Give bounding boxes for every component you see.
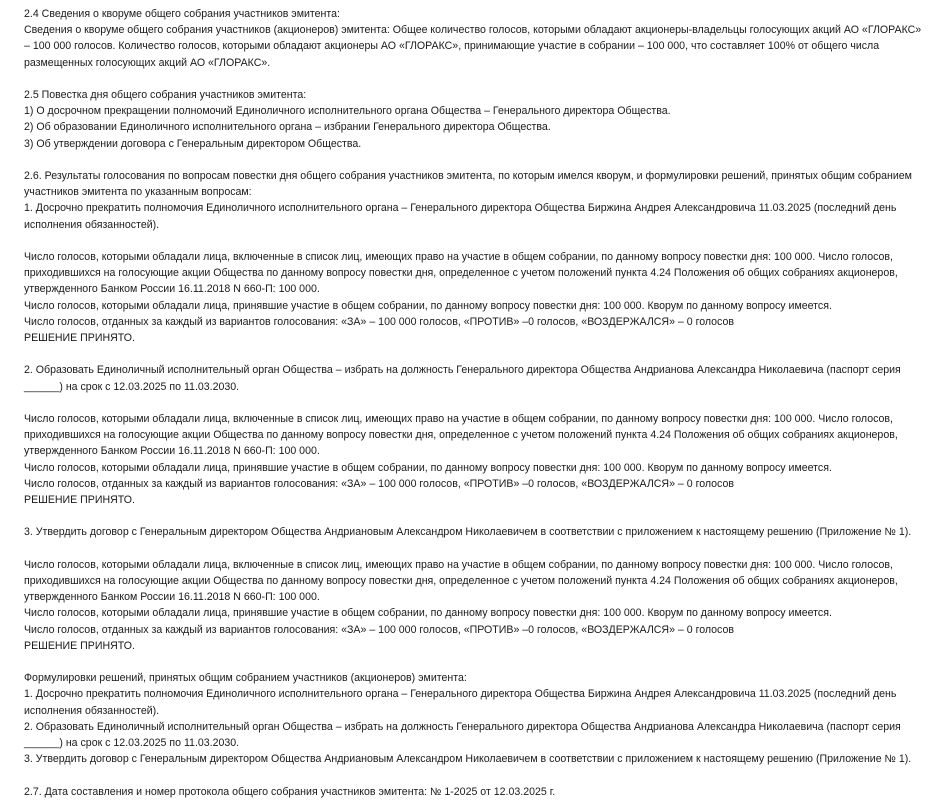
paragraph-gap [24, 71, 943, 87]
paragraph-gap [24, 152, 943, 168]
section-q3 [24, 524, 943, 540]
paragraph-gap [24, 767, 943, 783]
text-line: Число голосов, отданных за каждый из вариантов голосования: «ЗА» – 100 000 голосов, «ПРОТИВ» –0 голосов, «ВОЗДЕРЖАЛСЯ» – 0 голосов [24, 315, 734, 328]
text-line: исполнения обязанностей). [24, 218, 160, 231]
section-v1 [24, 249, 943, 346]
text-line: 1) О досрочном прекращении полномочий Единоличного исполнительного органа Общества – Генерального директора Общества. [24, 105, 671, 118]
text-line: утвержденного Банком России 16.11.2018 N 660-П: 100 000. [24, 445, 320, 458]
text-line: Число голосов, которыми обладали лица, принявшие участие в общем собрании, по данному вопросу повестки дня: 100 000. Кворум по данному вопросу имеется. [24, 461, 832, 474]
text-line: 2.5 Повестка дня общего собрания участников эмитента: [24, 89, 307, 101]
section-v2 [24, 411, 943, 508]
text-line: Сведения о кворуме общего собрания участников (акционеров) эмитента: Общее количество голосов, которыми обладают акционеры-владельцы голосующих акций АО «ГЛОРАКС» [24, 24, 922, 37]
section-s25 [24, 87, 943, 152]
text-line: утвержденного Банком России 16.11.2018 N 660-П: 100 000. [24, 283, 320, 296]
text-line: 2. Образовать Единоличный исполнительный орган Общества – избрать на должность Генерального директора Общества Андрианова Александра Николаевича (паспорт серия [24, 720, 901, 733]
section-formulations [24, 670, 943, 767]
text-line: РЕШЕНИЕ ПРИНЯТО. [24, 639, 135, 652]
text-line: 2. Образовать Единоличный исполнительный орган Общества – избрать на должность Генерального директора Общества Андрианова Александра Николаевича (паспорт серия [24, 364, 901, 377]
text-line: Формулировки решений, принятых общим собранием участников (акционеров) эмитента: [24, 672, 467, 685]
text-line: участников эмитента по указанным вопросам: [24, 186, 252, 199]
text-line: 1. Досрочно прекратить полномочия Единоличного исполнительного органа – Генерального директора Общества Биржина Андрея Александровича 11.03.2025 (последний день [24, 202, 897, 215]
paragraph-gap [24, 395, 943, 411]
text-line: 3. Утвердить договор с Генеральным директором Общества Андриановым Александром Николаевичем в соответствии с приложением к настоящему решению (Приложение № 1). [24, 526, 912, 539]
text-line: размещенных голосующих акций АО «ГЛОРАКС». [24, 56, 271, 69]
text-line: Число голосов, которыми обладали лица, включенные в список лиц, имеющих право на участие в общем собрании, по данному вопросу повестки дня: 100 000. Число голосов, [24, 251, 893, 263]
text-line: 2) Об образовании Единоличного исполнительного органа – избрании Генерального директора Общества. [24, 121, 551, 134]
section-q2 [24, 362, 943, 394]
text-line: 2.4 Сведения о кворуме общего собрания участников эмитента: [24, 8, 340, 20]
section-s27 [24, 784, 943, 800]
text-line: исполнения обязанностей). [24, 704, 160, 717]
text-line: ______) на срок с 12.03.2025 по 11.03.2030. [24, 737, 240, 750]
text-line: Число голосов, которыми обладали лица, принявшие участие в общем собрании, по данному вопросу повестки дня: 100 000. Кворум по данному вопросу имеется. [24, 607, 832, 620]
text-line: РЕШЕНИЕ ПРИНЯТО. [24, 332, 135, 345]
paragraph-gap [24, 541, 943, 557]
text-line: Число голосов, отданных за каждый из вариантов голосования: «ЗА» – 100 000 голосов, «ПРОТИВ» –0 голосов, «ВОЗДЕРЖАЛСЯ» – 0 голосов [24, 477, 734, 490]
text-line: 2.6. Результаты голосования по вопросам повестки дня общего собрания участников эмитента, по которым имелся кворум, и формулировки решений, принятых общим собранием [24, 170, 912, 182]
text-line: ______) на срок с 12.03.2025 по 11.03.2030. [24, 380, 240, 393]
text-line: приходившихся на голосующие акции Общества по данному вопросу повестки дня, определенное с учетом положений пункта 4.24 Положения об общих собраниях акционеров, [24, 575, 898, 587]
paragraph-gap [24, 233, 943, 249]
text-line: 3. Утвердить договор с Генеральным директором Общества Андриановым Александром Николаевичем в соответствии с приложением к настоящему решению (Приложение № 1). [24, 753, 912, 766]
text-line: – 100 000 голосов. Количество голосов, которыми обладают акционеры АО «ГЛОРАКС», принимающие участие в собрании – 100 000, что составляет 100% от общего числа [24, 40, 880, 53]
paragraph-gap [24, 508, 943, 524]
text-line: Число голосов, которыми обладали лица, включенные в список лиц, имеющих право на участие в общем собрании, по данному вопросу повестки дня: 100 000. Число голосов, [24, 558, 893, 571]
text-line: 3) Об утверждении договора с Генеральным директором Общества. [24, 137, 362, 150]
text-line: приходившихся на голосующие акции Общества по данному вопросу повестки дня, определенное с учетом положений пункта 4.24 Положения об общих собраниях акционеров, [24, 267, 898, 280]
section-s26 [24, 168, 943, 233]
paragraph-gap [24, 654, 943, 670]
text-line: РЕШЕНИЕ ПРИНЯТО. [24, 494, 135, 507]
text-line: утвержденного Банком России 16.11.2018 N 660-П: 100 000. [24, 591, 320, 604]
text-line: 1. Досрочно прекратить полномочия Единоличного исполнительного органа – Генерального директора Общества Биржина Андрея Александровича 11.03.2025 (последний день [24, 688, 897, 701]
text-line: Число голосов, которыми обладали лица, включенные в список лиц, имеющих право на участие в общем собрании, по данному вопросу повестки дня: 100 000. Число голосов, [24, 413, 893, 425]
paragraph-gap [24, 346, 943, 362]
text-line: приходившихся на голосующие акции Общества по данному вопросу повестки дня, определенное с учетом положений пункта 4.24 Положения об общих собраниях акционеров, [24, 429, 898, 442]
section-s24 [24, 6, 943, 71]
text-line: 2.7. Дата составления и номер протокола общего собрания участников эмитента: № 1-2025 от 12.03.2025 г. [24, 785, 556, 798]
section-v3 [24, 557, 943, 654]
text-line: Число голосов, отданных за каждый из вариантов голосования: «ЗА» – 100 000 голосов, «ПРОТИВ» –0 голосов, «ВОЗДЕРЖАЛСЯ» – 0 голосов [24, 623, 734, 636]
text-line: Число голосов, которыми обладали лица, принявшие участие в общем собрании, по данному вопросу повестки дня: 100 000. Кворум по данному вопросу имеется. [24, 299, 832, 312]
